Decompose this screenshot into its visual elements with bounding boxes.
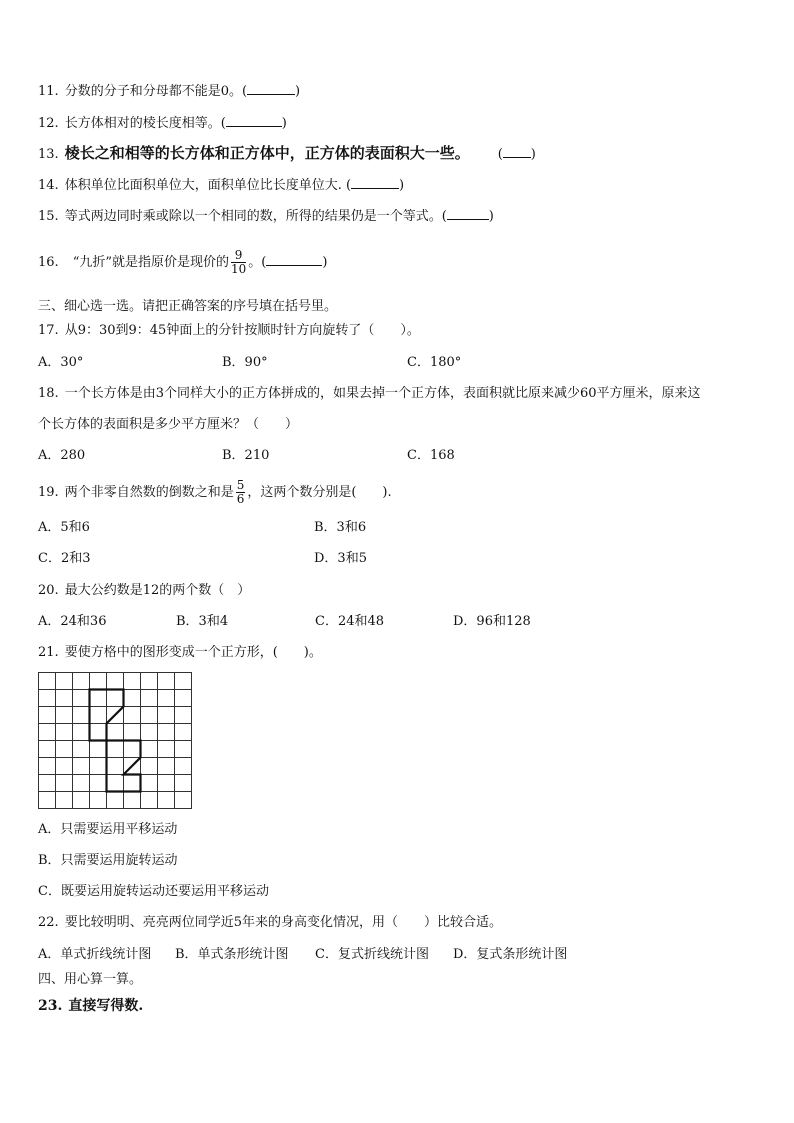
- question-text: “九折”就是指原价是现价的: [72, 255, 229, 270]
- question-15: [38, 207, 494, 226]
- option-b[interactable]: B．3和6: [314, 520, 367, 535]
- fraction-numerator: 5: [236, 478, 245, 492]
- section-heading-3: 三、细心选一选。请把正确答案的序号填在括号里。: [38, 299, 338, 314]
- fraction-denominator: 6: [236, 492, 245, 506]
- question-21: [38, 644, 322, 662]
- question-text: 棱长之和相等的长方体和正方体中，正方体的表面积大一些。: [64, 144, 470, 162]
- fraction-numerator: 9: [231, 249, 246, 263]
- question-number: 23.: [38, 998, 63, 1014]
- open-paren: (: [497, 147, 503, 162]
- answer-blank[interactable]: [266, 253, 322, 266]
- fraction: [236, 479, 246, 506]
- close-paren: ): [322, 255, 328, 270]
- close-paren: ): [399, 178, 405, 193]
- question-17: [38, 322, 420, 340]
- close-paren: ): [488, 209, 494, 224]
- answer-blank[interactable]: [247, 82, 295, 95]
- option-a[interactable]: A．只需要运用平移运动: [38, 822, 178, 837]
- question-18-line-1: [38, 385, 701, 403]
- option-c[interactable]: C．复式折线统计图: [315, 947, 429, 962]
- question-text: 最大公约数是12的两个数（ ）: [64, 583, 251, 598]
- question-text: 直接写得数.: [68, 998, 144, 1014]
- question-text: 长方体相对的棱长度相等。(: [64, 116, 226, 131]
- question-text: 分数的分子和分母都不能是0。(: [64, 84, 248, 99]
- question-text-after: 。(: [248, 255, 267, 270]
- fraction: [231, 249, 246, 276]
- grid-svg: [38, 672, 194, 810]
- fraction-denominator: 10: [230, 262, 247, 276]
- close-paren: ): [530, 147, 536, 162]
- option-a[interactable]: A．单式折线统计图: [38, 947, 152, 962]
- question-number: 11.: [38, 84, 59, 99]
- question-number: 16.: [38, 255, 59, 270]
- question-text: 两个非零自然数的倒数之和是: [64, 485, 234, 500]
- question-16: [38, 246, 327, 280]
- question-11: [38, 82, 300, 101]
- question-text: 一个长方体是由3个同样大小的正方体拼成的，如果去掉一个正方体，表面积就比原来减少60平方厘米，原来这: [64, 386, 701, 401]
- question-number: 20.: [38, 583, 59, 598]
- question-number: 17.: [38, 323, 59, 338]
- answer-blank[interactable]: [226, 114, 282, 127]
- option-c[interactable]: C．168: [407, 448, 455, 463]
- square-grid-figure: [38, 672, 194, 814]
- question-23: [38, 997, 143, 1015]
- option-d[interactable]: D．3和5: [314, 551, 367, 566]
- option-b[interactable]: B．3和4: [176, 614, 229, 629]
- option-b[interactable]: B．90°: [222, 355, 268, 370]
- question-text: 要使方格中的图形变成一个正方形，( )。: [64, 645, 322, 660]
- option-c[interactable]: C．2和3: [38, 551, 91, 566]
- question-text: 等式两边同时乘或除以一个相同的数，所得的结果仍是一个等式。(: [64, 209, 447, 224]
- answer-blank[interactable]: [447, 207, 489, 220]
- answer-blank[interactable]: [503, 145, 531, 158]
- option-d[interactable]: D．96和128: [453, 614, 531, 629]
- question-18-line-2: 个长方体的表面积是多少平方厘米？（ ）: [38, 417, 299, 432]
- option-c[interactable]: C．既要运用旋转运动还要运用平移运动: [38, 884, 269, 899]
- question-number: 15.: [38, 209, 59, 224]
- option-c[interactable]: C．24和48: [315, 614, 385, 629]
- question-text: 要比较明明、亮亮两位同学近5年来的身高变化情况，用（ ）比较合适。: [64, 915, 502, 930]
- question-12: [38, 114, 287, 133]
- option-b[interactable]: B．只需要运用旋转运动: [38, 853, 178, 868]
- question-number: 19.: [38, 485, 59, 500]
- question-number: 21.: [38, 645, 59, 660]
- option-b[interactable]: B．210: [222, 448, 270, 463]
- question-20: [38, 582, 250, 600]
- question-text: 从9：30到9：45钟面上的分针按顺时针方向旋转了（ ）。: [64, 323, 420, 338]
- question-13: [38, 144, 536, 164]
- question-22: [38, 914, 502, 932]
- option-a[interactable]: A．5和6: [38, 520, 90, 535]
- question-number: 12.: [38, 116, 59, 131]
- option-a[interactable]: A．30°: [38, 355, 84, 370]
- section-heading-4: 四、用心算一算。: [38, 972, 143, 987]
- question-text-after: ，这两个数分别是( ).: [247, 485, 392, 500]
- option-c[interactable]: C．180°: [407, 355, 462, 370]
- question-14: [38, 176, 404, 195]
- question-number: 18.: [38, 386, 59, 401]
- option-b[interactable]: B．单式条形统计图: [175, 947, 289, 962]
- question-19: [38, 476, 392, 510]
- option-a[interactable]: A．280: [38, 448, 86, 463]
- question-text: 体积单位比面积单位大，面积单位比长度单位大. (: [64, 178, 352, 193]
- question-number: 14.: [38, 178, 59, 193]
- close-paren: ): [281, 116, 287, 131]
- answer-blank[interactable]: [351, 176, 399, 189]
- question-number: 22.: [38, 915, 59, 930]
- option-d[interactable]: D．复式条形统计图: [453, 947, 568, 962]
- option-a[interactable]: A．24和36: [38, 614, 107, 629]
- question-number: 13.: [38, 147, 59, 162]
- close-paren: ): [295, 84, 301, 99]
